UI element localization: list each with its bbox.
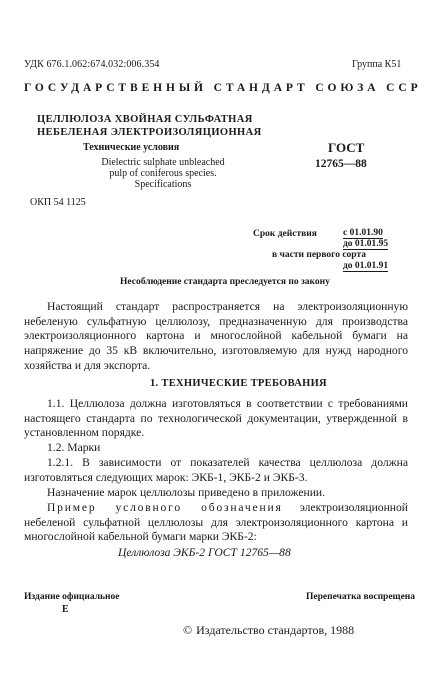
document-title-en-line3: Specifications <box>134 179 192 190</box>
validity-first-grade-label: в части первого сорта <box>272 250 366 260</box>
reprint-notice: Перепечатка воспрещена <box>306 592 416 602</box>
edition-letter: Е <box>62 604 69 615</box>
document-title-ru-line2: НЕБЕЛЕНАЯ ЭЛЕКТРОИЗОЛЯЦИОННАЯ <box>37 127 262 138</box>
udk-code: УДК 676.1.062:674.032:006.354 <box>24 59 160 70</box>
copyright-symbol: © <box>183 623 193 637</box>
paragraph-1-1: 1.1. Целлюлоза должна изготовляться в соответствии с требованиями настоящего стандарта по технологической документации, утвержденной в установленном порядке. <box>24 397 408 440</box>
law-notice: Несоблюдение стандарта преследуется по закону <box>120 277 330 287</box>
validity-label: Срок действия <box>253 229 317 239</box>
purpose-paragraph: Назначение марок целлюлозы приведено в приложении. <box>47 486 326 499</box>
technical-conditions-label: Технические условия <box>83 142 180 153</box>
paragraph-1-2-1: 1.2.1. В зависимости от показателей качества целлюлоза должна изготовляться следующих марок: ЭКБ-1, ЭКБ-2 и ЭКБ-3. <box>24 456 408 484</box>
okp-code: ОКП 54 1125 <box>30 197 86 208</box>
example-heading: Пример условного обозначения <box>47 501 283 514</box>
document-title-en-line2: pulp of coniferous species. <box>109 168 217 179</box>
gost-number: 12765—88 <box>315 158 367 170</box>
gost-label: ГОСТ <box>328 140 365 155</box>
example-designation: Целлюлоза ЭКБ-2 ГОСТ 12765—88 <box>118 546 291 559</box>
example-paragraph <box>24 501 408 545</box>
section-heading: 1. ТЕХНИЧЕСКИЕ ТРЕБОВАНИЯ <box>150 378 327 389</box>
state-standard-title: ГОСУДАРСТВЕННЫЙ СТАНДАРТ СОЮЗА ССР <box>24 82 422 94</box>
document-title-ru-line1: ЦЕЛЛЮЛОЗА ХВОЙНАЯ СУЛЬФАТНАЯ <box>37 114 253 125</box>
paragraph-1-2: 1.2. Марки <box>47 441 101 454</box>
validity-first-grade-date: до 01.01.91 <box>343 261 389 271</box>
copyright-text: Издательство стандартов, 1988 <box>196 623 355 637</box>
copyright-notice <box>183 623 354 638</box>
edition-label: Издание официальное <box>24 592 120 602</box>
validity-to-date: до 01.01.95 <box>343 239 389 249</box>
example-text: электроизоляционной небеленой сульфатной целлюлозы для электроизоляционного картона и многослойной кабельной бумаги марки ЭКБ-2: <box>24 501 408 544</box>
validity-from-date: с 01.01.90 <box>343 228 383 238</box>
document-title-en <box>88 157 238 190</box>
intro-paragraph: Настоящий стандарт распространяется на электроизоляционную небеленую сульфатную целлюлозу, предназначенную для производства электроизоляционного картона и многослойной кабельной бумаги на напряжение до 35 кВ включительно, изготовляемую для нужд народного хозяйства и для экспорта. <box>24 300 408 372</box>
group-code: Группа К51 <box>352 59 402 70</box>
document-title-ru <box>37 113 262 139</box>
document-title-en-line1: Dielectric sulphate unbleached <box>101 157 225 168</box>
